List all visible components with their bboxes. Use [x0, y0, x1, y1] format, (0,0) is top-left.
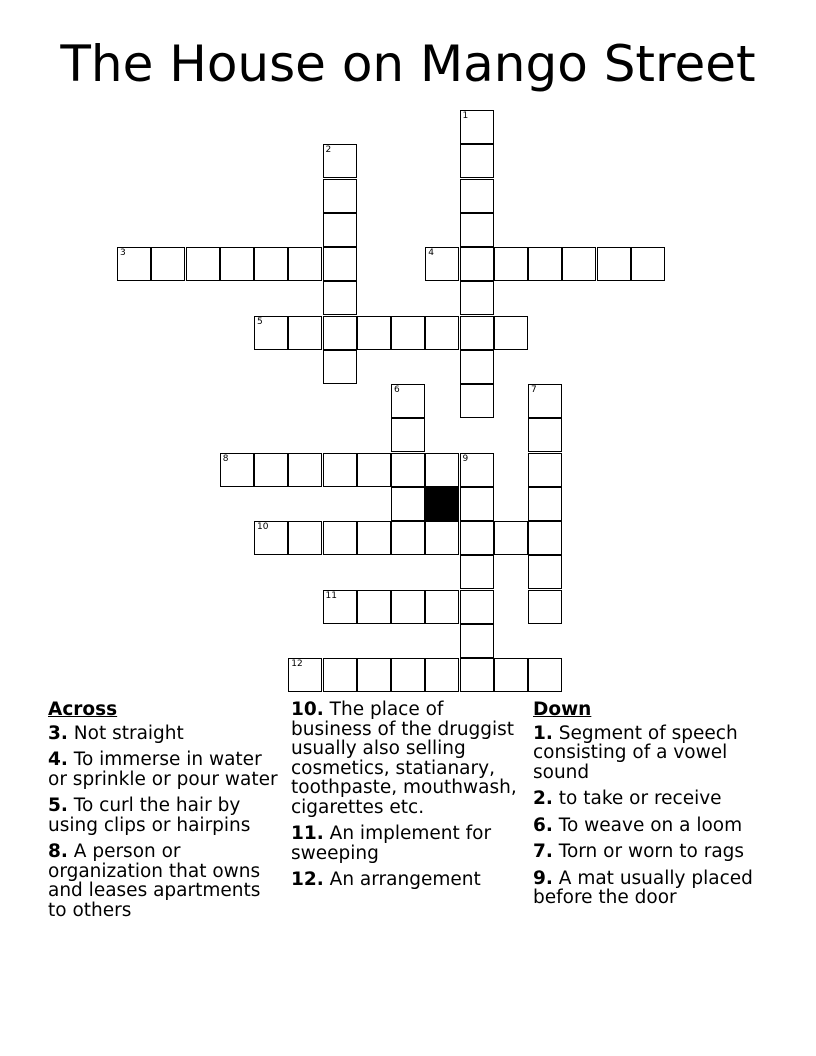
- clue-item: [291, 870, 523, 890]
- grid-cell[interactable]: [117, 247, 151, 281]
- grid-cell[interactable]: [254, 316, 288, 350]
- grid-cell[interactable]: [528, 487, 562, 521]
- grid-cell[interactable]: [391, 658, 425, 692]
- cell-number: 8: [222, 453, 229, 464]
- grid-cell[interactable]: [460, 521, 494, 555]
- grid-cell[interactable]: [528, 658, 562, 692]
- clue-number: 10.: [291, 699, 324, 720]
- clue-number: 5.: [48, 795, 68, 816]
- grid-cell[interactable]: [460, 179, 494, 213]
- grid-cell[interactable]: [288, 316, 322, 350]
- clues-column-2: [291, 700, 523, 897]
- grid-cell[interactable]: [254, 521, 288, 555]
- grid-cell[interactable]: [357, 316, 391, 350]
- grid-cell[interactable]: [494, 316, 528, 350]
- cell-number: 11: [325, 590, 337, 601]
- grid-cell[interactable]: [151, 247, 185, 281]
- clues-column-1: [48, 700, 280, 927]
- clue-item: [533, 842, 773, 862]
- cell-number: 7: [531, 385, 537, 395]
- grid-cell[interactable]: [528, 555, 562, 589]
- clue-number: 1.: [533, 722, 553, 744]
- grid-cell[interactable]: [460, 350, 494, 384]
- grid-cell[interactable]: [528, 418, 562, 452]
- clue-item: [48, 750, 280, 789]
- grid-cell[interactable]: [425, 316, 459, 350]
- clue-number: 9.: [533, 867, 553, 889]
- grid-cell[interactable]: [357, 521, 391, 555]
- grid-cell[interactable]: [323, 521, 357, 555]
- cell-number: 2: [325, 145, 332, 156]
- clue-number: 6.: [533, 814, 553, 836]
- clues-column-3: [533, 700, 773, 915]
- grid-cell[interactable]: [220, 453, 254, 487]
- clue-item: [291, 824, 523, 863]
- cell-number: 5: [257, 316, 263, 327]
- down-clue-list: [533, 724, 773, 908]
- grid-cell[interactable]: [460, 247, 494, 281]
- clue-item: [291, 700, 523, 817]
- grid-cell[interactable]: [391, 487, 425, 521]
- grid-cell[interactable]: [357, 453, 391, 487]
- grid-cell[interactable]: [460, 110, 494, 144]
- grid-cell[interactable]: [357, 658, 391, 692]
- clue-text: Torn or worn to rags: [552, 841, 745, 862]
- grid-cell[interactable]: [460, 590, 494, 624]
- clue-text: Not straight: [67, 722, 184, 744]
- grid-cell[interactable]: [460, 487, 494, 521]
- grid-cell[interactable]: [460, 144, 494, 178]
- grid-cell[interactable]: [288, 658, 322, 692]
- clue-number: 4.: [48, 749, 68, 770]
- grid-cell[interactable]: [597, 247, 631, 281]
- grid-cell[interactable]: [425, 658, 459, 692]
- cell-number: 1: [462, 111, 469, 121]
- clue-text: A mat usually placed before the door: [533, 867, 753, 908]
- grid-cell[interactable]: [323, 316, 357, 350]
- grid-cell[interactable]: [460, 281, 494, 315]
- grid-cell[interactable]: [323, 179, 357, 213]
- clue-text: An arrangement: [323, 869, 481, 890]
- grid-cell[interactable]: [494, 247, 528, 281]
- grid-cell[interactable]: [391, 590, 425, 624]
- cell-number: 3: [120, 248, 126, 258]
- grid-cell[interactable]: [323, 144, 357, 178]
- cell-number: 4: [428, 248, 434, 258]
- cell-number: 6: [394, 385, 400, 395]
- grid-cell[interactable]: [460, 384, 494, 418]
- cell-number: 12: [291, 659, 303, 669]
- grid-cell[interactable]: [460, 453, 494, 487]
- grid-cell[interactable]: [528, 247, 562, 281]
- grid-cell[interactable]: [323, 658, 357, 692]
- grid-cell[interactable]: [528, 453, 562, 487]
- grid-cell[interactable]: [288, 247, 322, 281]
- grid-cell[interactable]: [391, 384, 425, 418]
- grid-cell[interactable]: [186, 247, 220, 281]
- grid-cell[interactable]: [460, 316, 494, 350]
- grid-cell[interactable]: [323, 590, 357, 624]
- clue-item: [48, 796, 280, 835]
- grid-cell[interactable]: [391, 521, 425, 555]
- grid-cell[interactable]: [323, 281, 357, 315]
- grid-cell[interactable]: [254, 453, 288, 487]
- cell-number: 10: [257, 522, 269, 532]
- down-heading: Down: [533, 699, 592, 720]
- grid-cell[interactable]: [460, 213, 494, 247]
- grid-cell[interactable]: [425, 521, 459, 555]
- clue-text: To immerse in water or sprinkle or pour water: [48, 749, 278, 790]
- grid-cell[interactable]: [460, 555, 494, 589]
- grid-cell[interactable]: [528, 384, 562, 418]
- clue-item: [533, 724, 773, 783]
- clue-text: To weave on a loom: [552, 814, 743, 836]
- grid-cell[interactable]: [460, 624, 494, 658]
- grid-cell[interactable]: [323, 453, 357, 487]
- clue-text: An implement for sweeping: [291, 823, 492, 864]
- clue-number: 7.: [533, 841, 553, 862]
- clue-text: The place of business of the druggist usually also selling cosmetics, statianary, toothpaste, mouthwash, cigarettes etc.: [291, 699, 517, 818]
- grid-cell[interactable]: [460, 658, 494, 692]
- grid-cell[interactable]: [323, 247, 357, 281]
- grid-cell[interactable]: [391, 453, 425, 487]
- clue-item: [533, 816, 773, 836]
- grid-cell[interactable]: [254, 247, 288, 281]
- grid-cell[interactable]: [391, 418, 425, 452]
- grid-block: [425, 487, 459, 521]
- cell-number: 9: [462, 453, 469, 464]
- clue-text: A person or organization that owns and leases apartments to others: [48, 841, 261, 921]
- clue-item: [533, 789, 773, 809]
- grid-cell[interactable]: [425, 247, 459, 281]
- clue-text: to take or receive: [552, 788, 722, 809]
- grid-cell[interactable]: [425, 590, 459, 624]
- clue-number: 3.: [48, 722, 68, 744]
- grid-cell[interactable]: [323, 213, 357, 247]
- grid-cell[interactable]: [528, 521, 562, 555]
- grid-cell[interactable]: [631, 247, 665, 281]
- puzzle-title: The House on Mango Street: [60, 35, 756, 93]
- grid-cell[interactable]: [323, 350, 357, 384]
- grid-cell[interactable]: [391, 316, 425, 350]
- clue-number: 12.: [291, 869, 324, 890]
- clue-item: [48, 842, 280, 920]
- grid-cell[interactable]: [528, 590, 562, 624]
- grid-cell[interactable]: [562, 247, 596, 281]
- grid-cell[interactable]: [220, 247, 254, 281]
- across-clue-list: [48, 724, 280, 921]
- grid-cell[interactable]: [288, 453, 322, 487]
- clue-number: 2.: [533, 788, 553, 809]
- clue-text: To curl the hair by using clips or hairpins: [48, 795, 251, 836]
- grid-cell[interactable]: [494, 521, 528, 555]
- grid-cell[interactable]: [425, 453, 459, 487]
- clue-item: [533, 869, 773, 908]
- grid-cell[interactable]: [494, 658, 528, 692]
- clue-number: 11.: [291, 823, 324, 844]
- clue-text: Segment of speech consisting of a vowel sound: [533, 722, 738, 783]
- grid-cell[interactable]: [288, 521, 322, 555]
- across-heading: Across: [48, 699, 118, 720]
- clue-item: [48, 724, 280, 744]
- across-clue-list-continued: [291, 700, 523, 890]
- clue-number: 8.: [48, 841, 68, 862]
- grid-cell[interactable]: [357, 590, 391, 624]
